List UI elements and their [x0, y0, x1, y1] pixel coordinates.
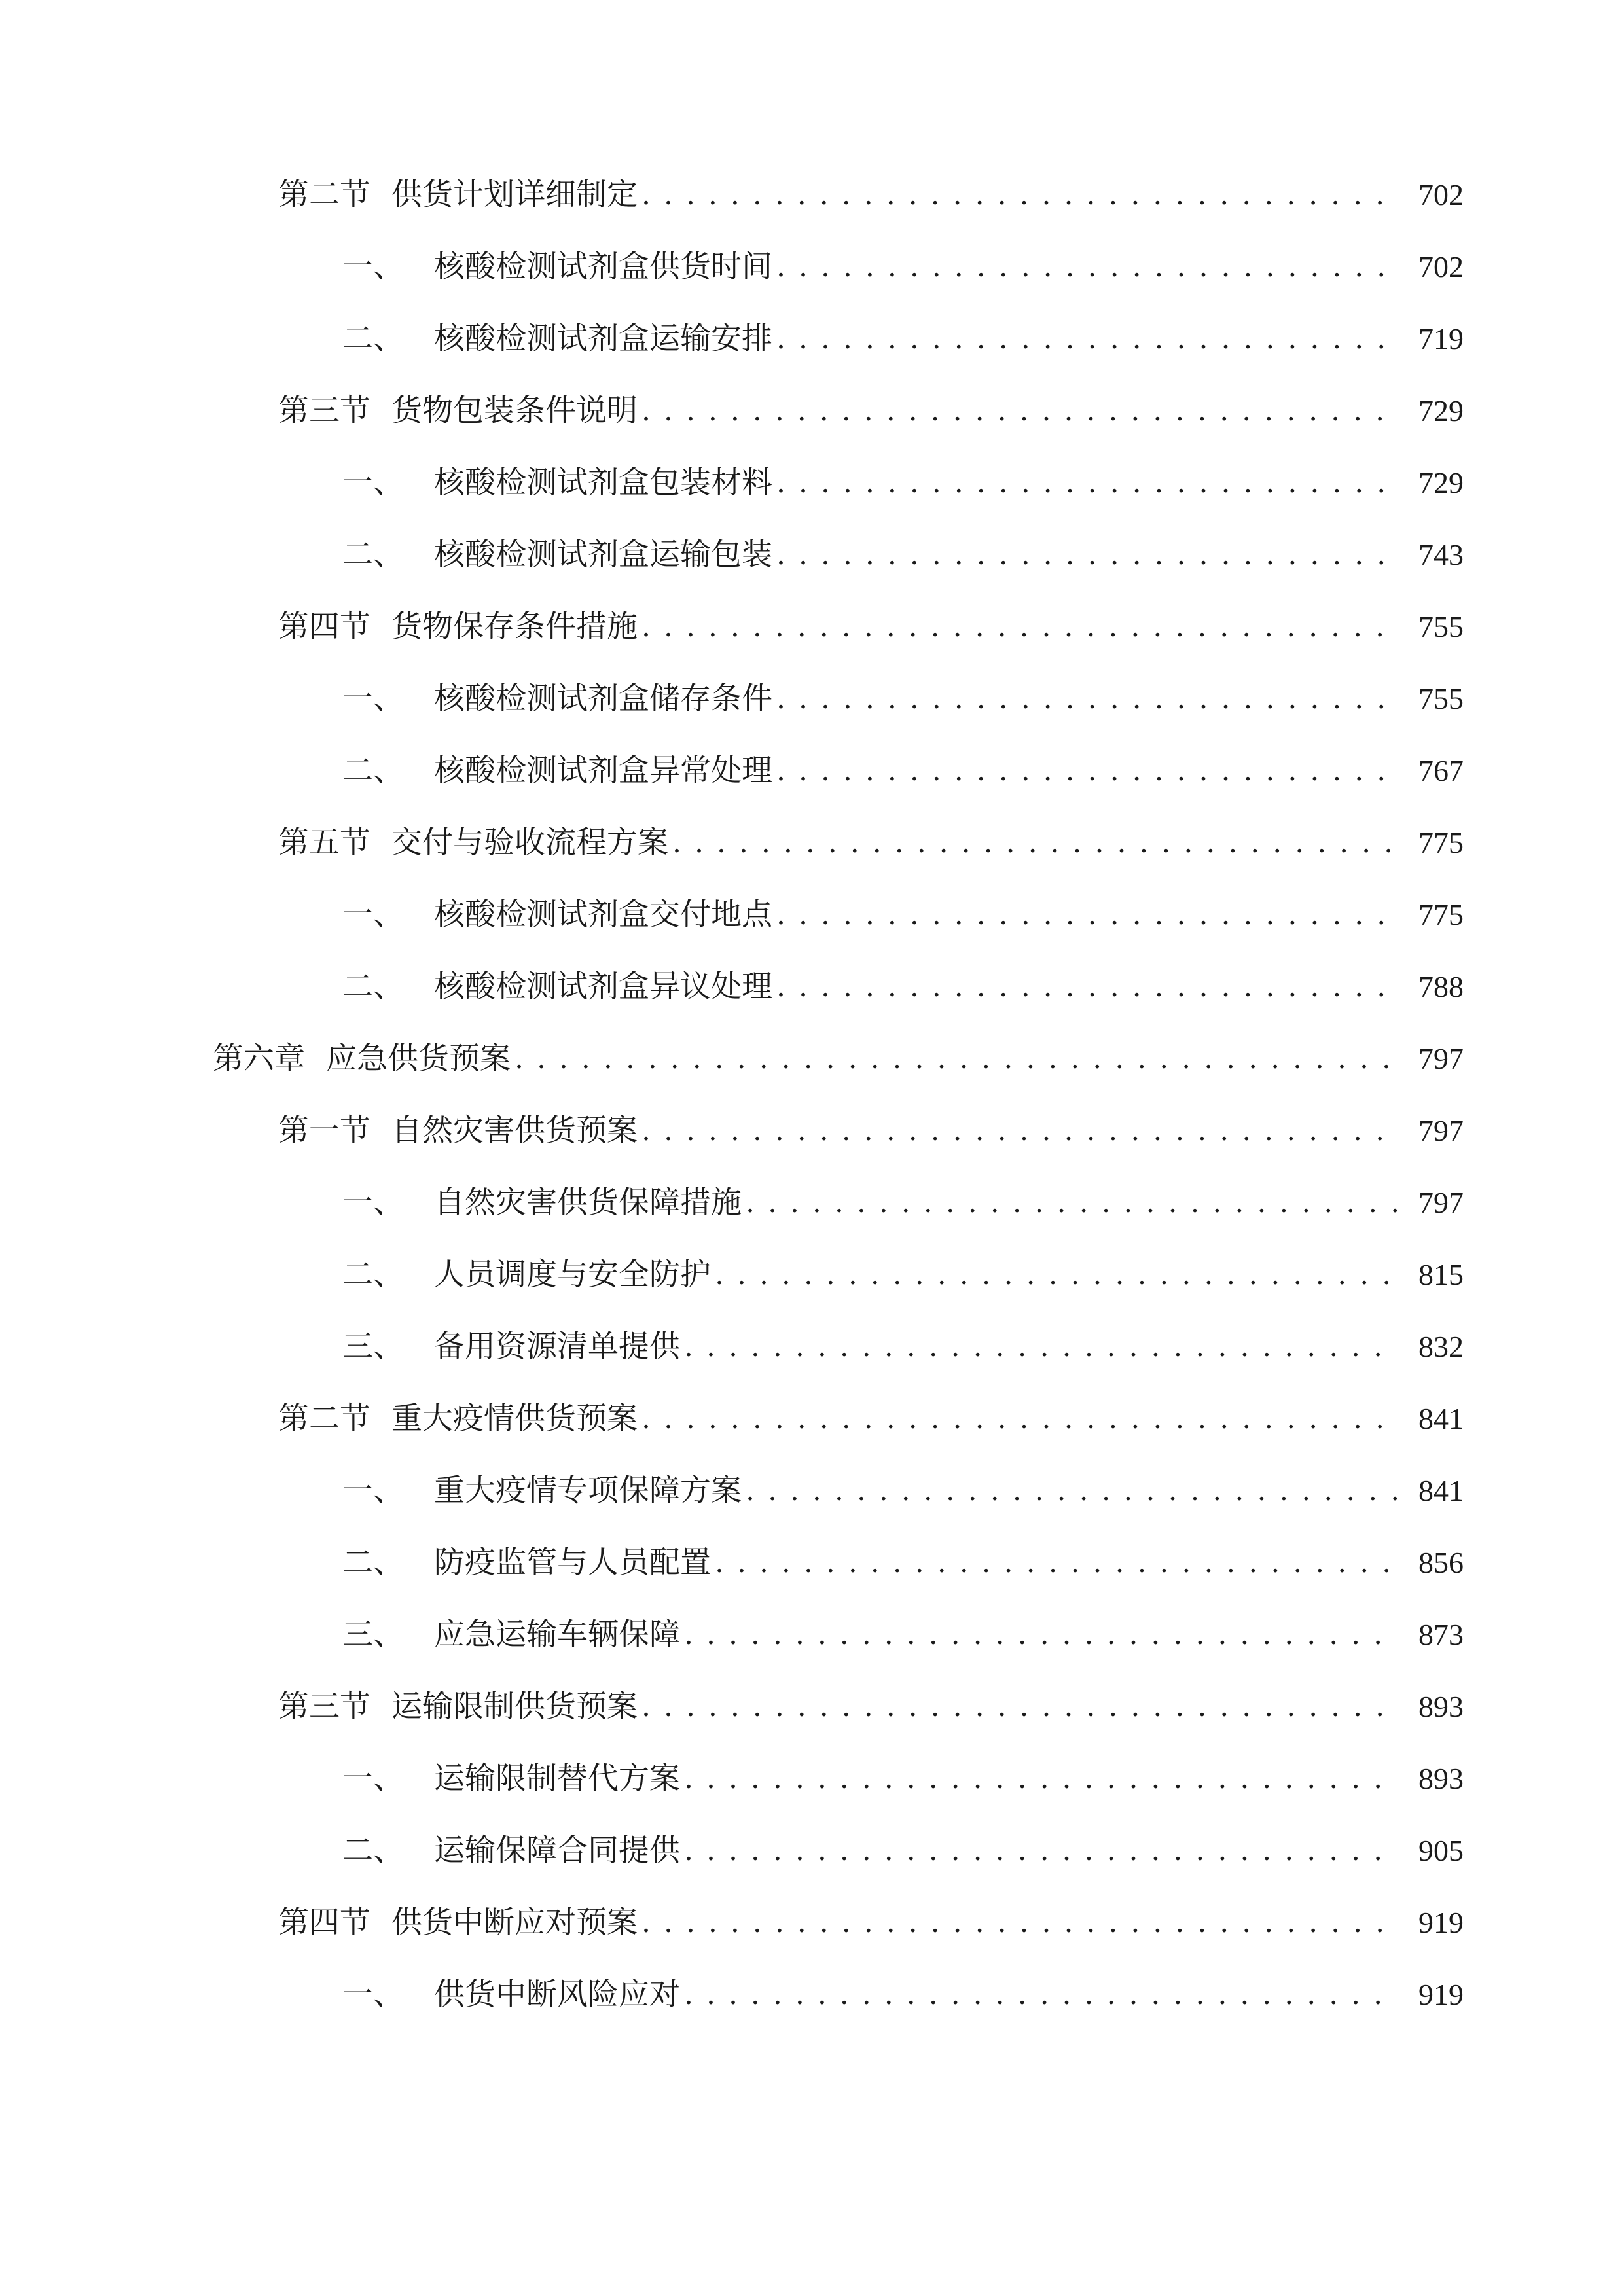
toc-page-number: 719: [1418, 322, 1464, 355]
toc-entry-title: 应急运输车辆保障: [434, 1617, 680, 1653]
toc-dot-leader: [684, 1756, 1397, 1802]
toc-entry-title: 人员调度与安全防护: [434, 1257, 711, 1293]
toc-entry-number: 一、: [342, 249, 404, 285]
toc-entry-title: 核酸检测试剂盒异常处理: [434, 753, 772, 789]
toc-entry-number: 第三节: [278, 1689, 370, 1725]
toc-entry-title: 供货计划详细制定: [391, 177, 638, 213]
toc-entry-number: 第四节: [278, 1905, 370, 1941]
toc-entry-number: 二、: [342, 1833, 404, 1869]
toc-entry-number: 三、: [342, 1329, 404, 1365]
toc-page-number: 856: [1418, 1546, 1464, 1579]
toc-page-number: 755: [1418, 610, 1464, 643]
toc-entry[interactable]: [278, 1108, 1464, 1154]
toc-entry-number: 第五节: [278, 825, 370, 861]
toc-dot-leader: [776, 748, 1397, 794]
toc-page-number: 797: [1418, 1114, 1464, 1147]
toc-entry-number: 一、: [342, 1473, 404, 1509]
toc-entry[interactable]: [342, 1468, 1464, 1514]
toc-entry[interactable]: [342, 1540, 1464, 1586]
toc-entry[interactable]: [342, 964, 1464, 1010]
toc-dot-leader: [641, 604, 1397, 650]
toc-entry-number: 一、: [342, 1977, 404, 2013]
toc-page-number: 832: [1418, 1330, 1464, 1363]
toc-page-number: 729: [1418, 466, 1464, 499]
toc-page-number: 893: [1418, 1762, 1464, 1795]
toc-dot-leader: [672, 820, 1397, 866]
toc-entry-number: 第二节: [278, 1401, 370, 1437]
toc-page-number: 788: [1418, 970, 1464, 1003]
toc-entry[interactable]: [342, 532, 1464, 578]
toc-page-number: 841: [1418, 1474, 1464, 1507]
toc-entry-number: 三、: [342, 1617, 404, 1653]
toc-entry-title: 自然灾害供货预案: [391, 1113, 638, 1149]
toc-page-number: 729: [1418, 394, 1464, 427]
toc-dot-leader: [776, 964, 1397, 1010]
toc-entry-title: 运输保障合同提供: [434, 1833, 680, 1869]
toc-entry[interactable]: [342, 748, 1464, 794]
toc-page-number: 797: [1418, 1186, 1464, 1219]
toc-dot-leader: [715, 1540, 1397, 1586]
toc-entry-title: 核酸检测试剂盒供货时间: [434, 249, 772, 285]
toc-dot-leader: [746, 1180, 1397, 1226]
toc-entry-number: 二、: [342, 1257, 404, 1293]
toc-entry-title: 核酸检测试剂盒包装材料: [434, 465, 772, 501]
toc-entry-number: 第四节: [278, 609, 370, 645]
toc-page-number: 755: [1418, 682, 1464, 715]
toc-dot-leader: [514, 1036, 1397, 1082]
toc-page-number: 702: [1418, 250, 1464, 283]
toc-entry-title: 防疫监管与人员配置: [434, 1545, 711, 1581]
toc-entry-title: 核酸检测试剂盒异议处理: [434, 969, 772, 1005]
toc-entry-number: 一、: [342, 897, 404, 933]
toc-entry-number: 一、: [342, 465, 404, 501]
toc-page-number: 905: [1418, 1834, 1464, 1867]
toc-entry-title: 核酸检测试剂盒运输包装: [434, 537, 772, 573]
toc-dot-leader: [684, 1324, 1397, 1370]
toc-dot-leader: [641, 1108, 1397, 1154]
toc-entry-number: 一、: [342, 681, 404, 717]
toc-page-number: 775: [1418, 826, 1464, 859]
toc-dot-leader: [641, 1396, 1397, 1442]
toc-entry[interactable]: [342, 892, 1464, 938]
toc-entry[interactable]: [342, 1972, 1464, 2018]
toc-entry-number: 第六章: [213, 1041, 305, 1077]
toc-entry[interactable]: [342, 316, 1464, 362]
toc-dot-leader: [776, 460, 1397, 506]
toc-page-number: 767: [1418, 754, 1464, 787]
toc-page-number: 873: [1418, 1618, 1464, 1651]
toc-entry-title: 运输限制替代方案: [434, 1761, 680, 1797]
toc-entry[interactable]: [342, 244, 1464, 290]
toc-entry-title: 自然灾害供货保障措施: [434, 1185, 742, 1221]
toc-entry-title: 交付与验收流程方案: [391, 825, 668, 861]
toc-entry-number: 二、: [342, 1545, 404, 1581]
toc-entry-number: 二、: [342, 753, 404, 789]
toc-dot-leader: [746, 1468, 1397, 1514]
toc-page-number: 919: [1418, 1906, 1464, 1939]
toc-dot-leader: [715, 1252, 1397, 1298]
toc-dot-leader: [776, 892, 1397, 938]
toc-entry-number: 第二节: [278, 177, 370, 213]
toc-entry-number: 二、: [342, 321, 404, 357]
toc-entry-title: 核酸检测试剂盒交付地点: [434, 897, 772, 933]
toc-entry-number: 第一节: [278, 1113, 370, 1149]
toc-entry[interactable]: [342, 1180, 1464, 1226]
toc-entry[interactable]: [342, 1756, 1464, 1802]
toc-entry[interactable]: [342, 460, 1464, 506]
toc-page-number: 743: [1418, 538, 1464, 571]
toc-entry-title: 货物包装条件说明: [391, 393, 638, 429]
toc-entry-title: 核酸检测试剂盒运输安排: [434, 321, 772, 357]
toc-dot-leader: [776, 676, 1397, 722]
toc-entry[interactable]: [342, 1612, 1464, 1658]
toc-page-number: 702: [1418, 178, 1464, 211]
toc-entry-title: 供货中断风险应对: [434, 1977, 680, 2013]
toc-entry[interactable]: [278, 604, 1464, 650]
toc-entry-title: 核酸检测试剂盒储存条件: [434, 681, 772, 717]
toc-entry[interactable]: [278, 388, 1464, 434]
toc-entry-title: 重大疫情专项保障方案: [434, 1473, 742, 1509]
toc-entry-number: 一、: [342, 1761, 404, 1797]
toc-page-number: 893: [1418, 1690, 1464, 1723]
toc-entry[interactable]: [278, 172, 1464, 218]
toc-entry-title: 供货中断应对预案: [391, 1905, 638, 1941]
toc-entry[interactable]: [278, 1396, 1464, 1442]
toc-entry-title: 重大疫情供货预案: [391, 1401, 638, 1437]
toc-page-number: 797: [1418, 1042, 1464, 1075]
toc-page-number: 919: [1418, 1978, 1464, 2011]
toc-page-number: 841: [1418, 1402, 1464, 1435]
toc-dot-leader: [776, 316, 1397, 362]
toc-entry[interactable]: [278, 1900, 1464, 1946]
toc-entry-number: 二、: [342, 537, 404, 573]
toc-entry[interactable]: [213, 1036, 1464, 1082]
toc-dot-leader: [641, 388, 1397, 434]
toc-dot-leader: [641, 1900, 1397, 1946]
toc-dot-leader: [684, 1828, 1397, 1874]
toc-entry-title: 运输限制供货预案: [391, 1689, 638, 1725]
toc-entry-number: 一、: [342, 1185, 404, 1221]
toc-entry[interactable]: [278, 820, 1464, 866]
toc-entry[interactable]: [342, 676, 1464, 722]
toc-dot-leader: [776, 244, 1397, 290]
toc-entry[interactable]: [342, 1828, 1464, 1874]
toc-dot-leader: [684, 1972, 1397, 2018]
toc-entry[interactable]: [342, 1324, 1464, 1370]
toc-dot-leader: [641, 172, 1397, 218]
toc-dot-leader: [776, 532, 1397, 578]
toc-entry-title: 应急供货预案: [326, 1041, 511, 1077]
toc-page-number: 775: [1418, 898, 1464, 931]
toc-entry-title: 备用资源清单提供: [434, 1329, 680, 1365]
toc-entry[interactable]: [342, 1252, 1464, 1298]
toc-dot-leader: [641, 1684, 1397, 1730]
toc-entry-number: 二、: [342, 969, 404, 1005]
toc-entry[interactable]: [278, 1684, 1464, 1730]
toc-dot-leader: [684, 1612, 1397, 1658]
toc-page-number: 815: [1418, 1258, 1464, 1291]
toc-entry-title: 货物保存条件措施: [391, 609, 638, 645]
toc-entry-number: 第三节: [278, 393, 370, 429]
